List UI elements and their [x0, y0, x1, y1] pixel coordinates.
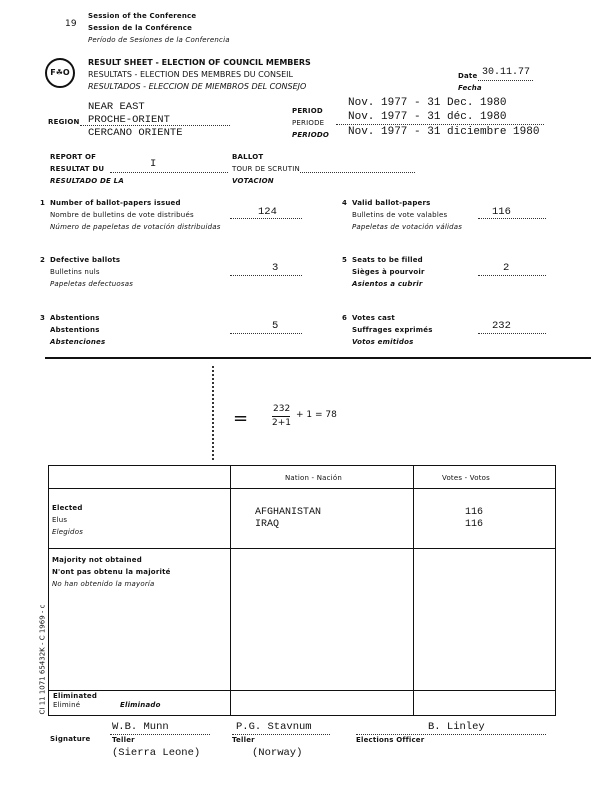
fao-logo-icon: F☘O [45, 58, 75, 88]
ballot-label-fr: TOUR DE SCRUTIN [232, 165, 300, 173]
period-label-en: PERIOD [292, 107, 323, 115]
session-number: 19 [65, 19, 77, 29]
ballot-label-en: BALLOT [232, 153, 264, 161]
item-label-en: Number of ballot-papers issued [50, 199, 181, 207]
form-code: CI 11 1071 65432K - C 1969 - c [38, 604, 47, 715]
date-label: Date [458, 72, 478, 80]
eliminated-label-fr: Eliminé [53, 701, 81, 709]
item-number: 1 [40, 199, 46, 207]
officer-name: B. Linley [428, 721, 485, 733]
item-label-es: Papeletas de votación válidas [352, 223, 463, 231]
region-label: REGION [48, 118, 80, 126]
officer-role: Elections Officer [356, 736, 425, 744]
item-value: 124 [258, 206, 277, 218]
formula-numerator: 232 [273, 404, 291, 414]
item-label-es: Número de papeletas de votación distribuidas [50, 223, 221, 231]
signature-label: Signature [50, 735, 91, 743]
item-value: 2 [503, 262, 510, 274]
teller1-name: W.B. Munn [112, 721, 169, 733]
elected-votes: 116 [465, 507, 484, 518]
item-label-es: Abstenciones [50, 338, 106, 346]
teller2-country: (Norway) [252, 747, 303, 759]
formula-result: + 1 = 78 [296, 410, 337, 420]
item-value: 3 [272, 262, 279, 274]
title-es: RESULTADOS - ELECCION DE MIEMBROS DEL CONSEJO [88, 82, 307, 91]
results-table [48, 465, 556, 716]
elected-nation: IRAQ [255, 519, 280, 530]
elected-label-fr: Elus [52, 516, 68, 524]
item-label-en: Abstentions [50, 314, 100, 322]
teller1-role: Teller [112, 736, 135, 744]
item-number: 4 [342, 199, 348, 207]
item-number: 2 [40, 256, 46, 264]
formula-equals: = [233, 408, 249, 429]
report-label-fr: RESULTAT DU [50, 165, 105, 173]
item-value: 116 [492, 206, 511, 218]
item-label-fr: Bulletins de vote valables [352, 211, 448, 219]
date-label-es: Fecha [458, 84, 482, 92]
item-label-fr: Bulletins nuls [50, 268, 100, 276]
elected-label-es: Elegidos [52, 528, 84, 536]
ballot-label-es: VOTACION [232, 177, 274, 185]
report-value: I [150, 158, 157, 170]
item-label-fr: Sièges à pourvoir [352, 268, 425, 276]
item-label-es: Votos emitidos [352, 338, 414, 346]
period-en: Nov. 1977 - 31 Dec. 1980 [348, 97, 507, 109]
column-header-votes: Votes - Votos [442, 474, 491, 482]
session-es: Período de Sesiones de la Conferencia [88, 36, 230, 44]
item-label-fr: Nombre de bulletins de vote distribués [50, 211, 194, 219]
region-es: CERCANO ORIENTE [88, 127, 183, 139]
period-fr: Nov. 1977 - 31 déc. 1980 [348, 111, 507, 123]
elected-votes: 116 [465, 519, 484, 530]
report-label-en: REPORT OF [50, 153, 97, 161]
eliminated-label-en: Eliminated [53, 692, 98, 700]
region-en: NEAR EAST [88, 101, 145, 113]
item-label-es: Asientos a cubrir [352, 280, 423, 288]
divider [45, 357, 591, 359]
eliminated-label-es: Eliminado [120, 701, 161, 709]
majority-label-fr: N'ont pas obtenu la majorité [52, 568, 171, 576]
item-label-en: Defective ballots [50, 256, 121, 264]
item-label-en: Valid ballot-papers [352, 199, 431, 207]
item-number: 5 [342, 256, 348, 264]
teller1-country: (Sierra Leone) [112, 747, 201, 759]
column-header-nation: Nation - Nación [285, 474, 342, 482]
period-label-fr: PERIODE [292, 119, 325, 127]
item-value: 232 [492, 320, 511, 332]
date-value: 30.11.77 [482, 67, 531, 78]
teller2-name: P.G. Stavnum [236, 721, 312, 733]
item-label-en: Seats to be filled [352, 256, 423, 264]
majority-label-en: Majority not obtained [52, 556, 142, 564]
item-label-fr: Abstentions [50, 326, 100, 334]
session-en: Session of the Conference [88, 12, 197, 20]
teller2-role: Teller [232, 736, 255, 744]
brace-line [212, 366, 216, 460]
item-number: 6 [342, 314, 348, 322]
item-label-es: Papeletas defectuosas [50, 280, 134, 288]
elected-label-en: Elected [52, 504, 83, 512]
title-fr: RESULTATS - ELECTION DES MEMBRES DU CONSEIL [88, 70, 293, 79]
item-label-en: Votes cast [352, 314, 395, 322]
title-en: RESULT SHEET - ELECTION OF COUNCIL MEMBERS [88, 58, 311, 67]
period-label-es: PERIODO [292, 131, 330, 139]
item-number: 3 [40, 314, 46, 322]
formula-denominator: 2+1 [272, 418, 291, 428]
session-fr: Session de la Conférence [88, 24, 193, 32]
elected-nation: AFGHANISTAN [255, 507, 322, 518]
region-fr: PROCHE-ORIENT [88, 114, 170, 126]
report-label-es: RESULTADO DE LA [50, 177, 124, 185]
item-value: 5 [272, 320, 279, 332]
item-label-fr: Suffrages exprimés [352, 326, 433, 334]
majority-label-es: No han obtenido la mayoría [52, 580, 155, 588]
period-es: Nov. 1977 - 31 diciembre 1980 [348, 126, 540, 138]
